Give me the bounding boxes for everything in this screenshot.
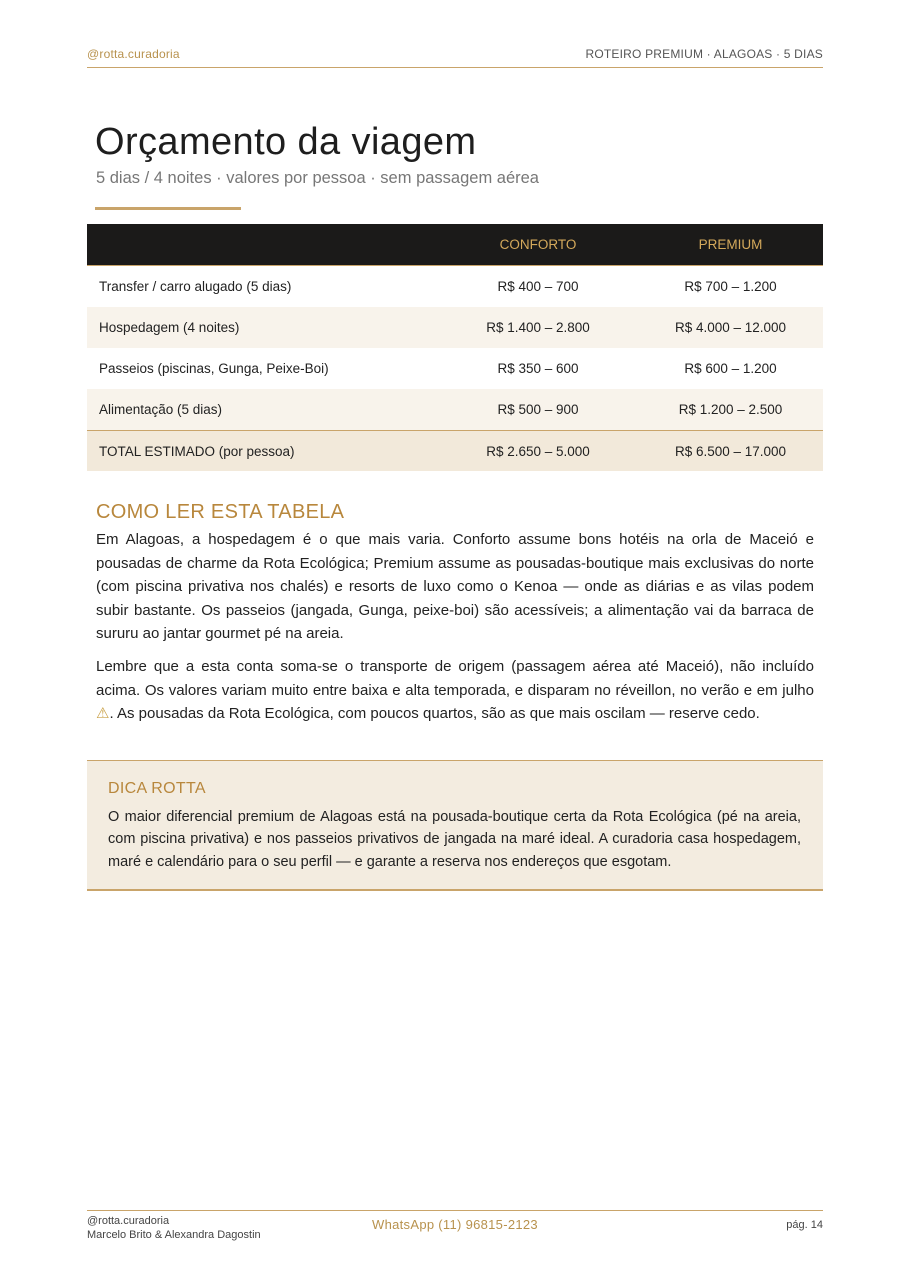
total-conforto-value: R$ 2.650 – 5.000	[438, 431, 638, 472]
conforto-value: R$ 350 – 600	[497, 361, 579, 376]
column-header-item	[87, 224, 438, 266]
premium-value: R$ 700 – 1.200	[684, 279, 777, 294]
guide-paragraph-text: Lembre que a esta conta soma-se o transporte de origem (passagem aérea até Maceió), não incluído acima. Os valores variam muito entre baixa e alta temporada, e disparam no réveillon, no verão e em julho	[96, 658, 814, 699]
footer-authors: Marcelo Brito & Alexandra Dagostin	[87, 1229, 261, 1241]
total-row	[87, 431, 823, 472]
table-row	[87, 348, 823, 389]
page-number: pág. 14	[786, 1219, 823, 1231]
page-title: Orçamento da viagem	[95, 121, 477, 163]
column-header-premium: PREMIUM	[638, 224, 823, 266]
header-doc-title: ROTEIRO PREMIUM · ALAGOAS · 5 DIAS	[585, 47, 823, 61]
table-row	[87, 266, 823, 308]
title-divider	[95, 207, 241, 210]
total-label: TOTAL ESTIMADO (por pessoa)	[87, 431, 438, 472]
premium-value: R$ 600 – 1.200	[684, 361, 777, 376]
page-subtitle: 5 dias / 4 noites · valores por pessoa · sem passagem aérea	[96, 169, 539, 187]
section-title: COMO LER ESTA TABELA	[96, 501, 345, 523]
tip-body: O maior diferencial premium de Alagoas está na pousada-boutique certa da Rota Ecológica (pé na areia, com piscina privativa) e nos passeios privativos de jangada na maré ideal. A curadoria casa hospedagem, maré e calendário para o seu perfil — e garante a reserva nos endereços que esgotam.	[108, 809, 801, 870]
column-header-conforto: CONFORTO	[438, 224, 638, 266]
row-label: Hospedagem (4 noites)	[87, 307, 438, 348]
tip-box	[87, 760, 823, 891]
page-header	[87, 46, 823, 68]
row-label: Transfer / carro alugado (5 dias)	[99, 279, 292, 294]
conforto-value: R$ 500 – 900	[438, 389, 638, 431]
page-footer	[87, 1210, 823, 1251]
table-row	[87, 389, 823, 431]
total-premium-value: R$ 6.500 – 17.000	[638, 431, 823, 472]
budget-table	[87, 224, 823, 471]
conforto-value: R$ 1.400 – 2.800	[438, 307, 638, 348]
row-label: Passeios (piscinas, Gunga, Peixe-Boi)	[99, 361, 329, 376]
tip-title: DICA ROTTA	[108, 780, 206, 797]
header-brand: @rotta.curadoria	[87, 47, 180, 61]
guide-paragraph-text: . As pousadas da Rota Ecológica, com poucos quartos, são as que mais oscilam — reserve cedo.	[109, 705, 760, 723]
guide-paragraph	[96, 655, 814, 726]
warning-icon: ⚠	[96, 705, 110, 723]
premium-value: R$ 1.200 – 2.500	[638, 389, 823, 431]
premium-value: R$ 4.000 – 12.000	[638, 307, 823, 348]
footer-handle: @rotta.curadoria	[87, 1215, 170, 1227]
guide-paragraph: Em Alagoas, a hospedagem é o que mais varia. Conforto assume bons hotéis na orla de Maceió e pousadas de charme da Rota Ecológica; Premium assume as pousadas-boutique mais exclusivas do norte (com piscina privativa nos chalés) e resorts de luxo como o Kenoa — onde as diárias e as vilas podem subir bastante. Os passeios (jangada, Gunga, peixe-boi) são acessíveis; a alimentação vai da barraca de sururu ao jantar gourmet pé na areia.	[96, 531, 814, 643]
footer-whatsapp: WhatsApp (11) 96815-2123	[372, 1217, 538, 1232]
conforto-value: R$ 400 – 700	[497, 279, 579, 294]
row-label: Alimentação (5 dias)	[87, 389, 438, 431]
table-row	[87, 307, 823, 348]
table-header-row	[87, 224, 823, 266]
